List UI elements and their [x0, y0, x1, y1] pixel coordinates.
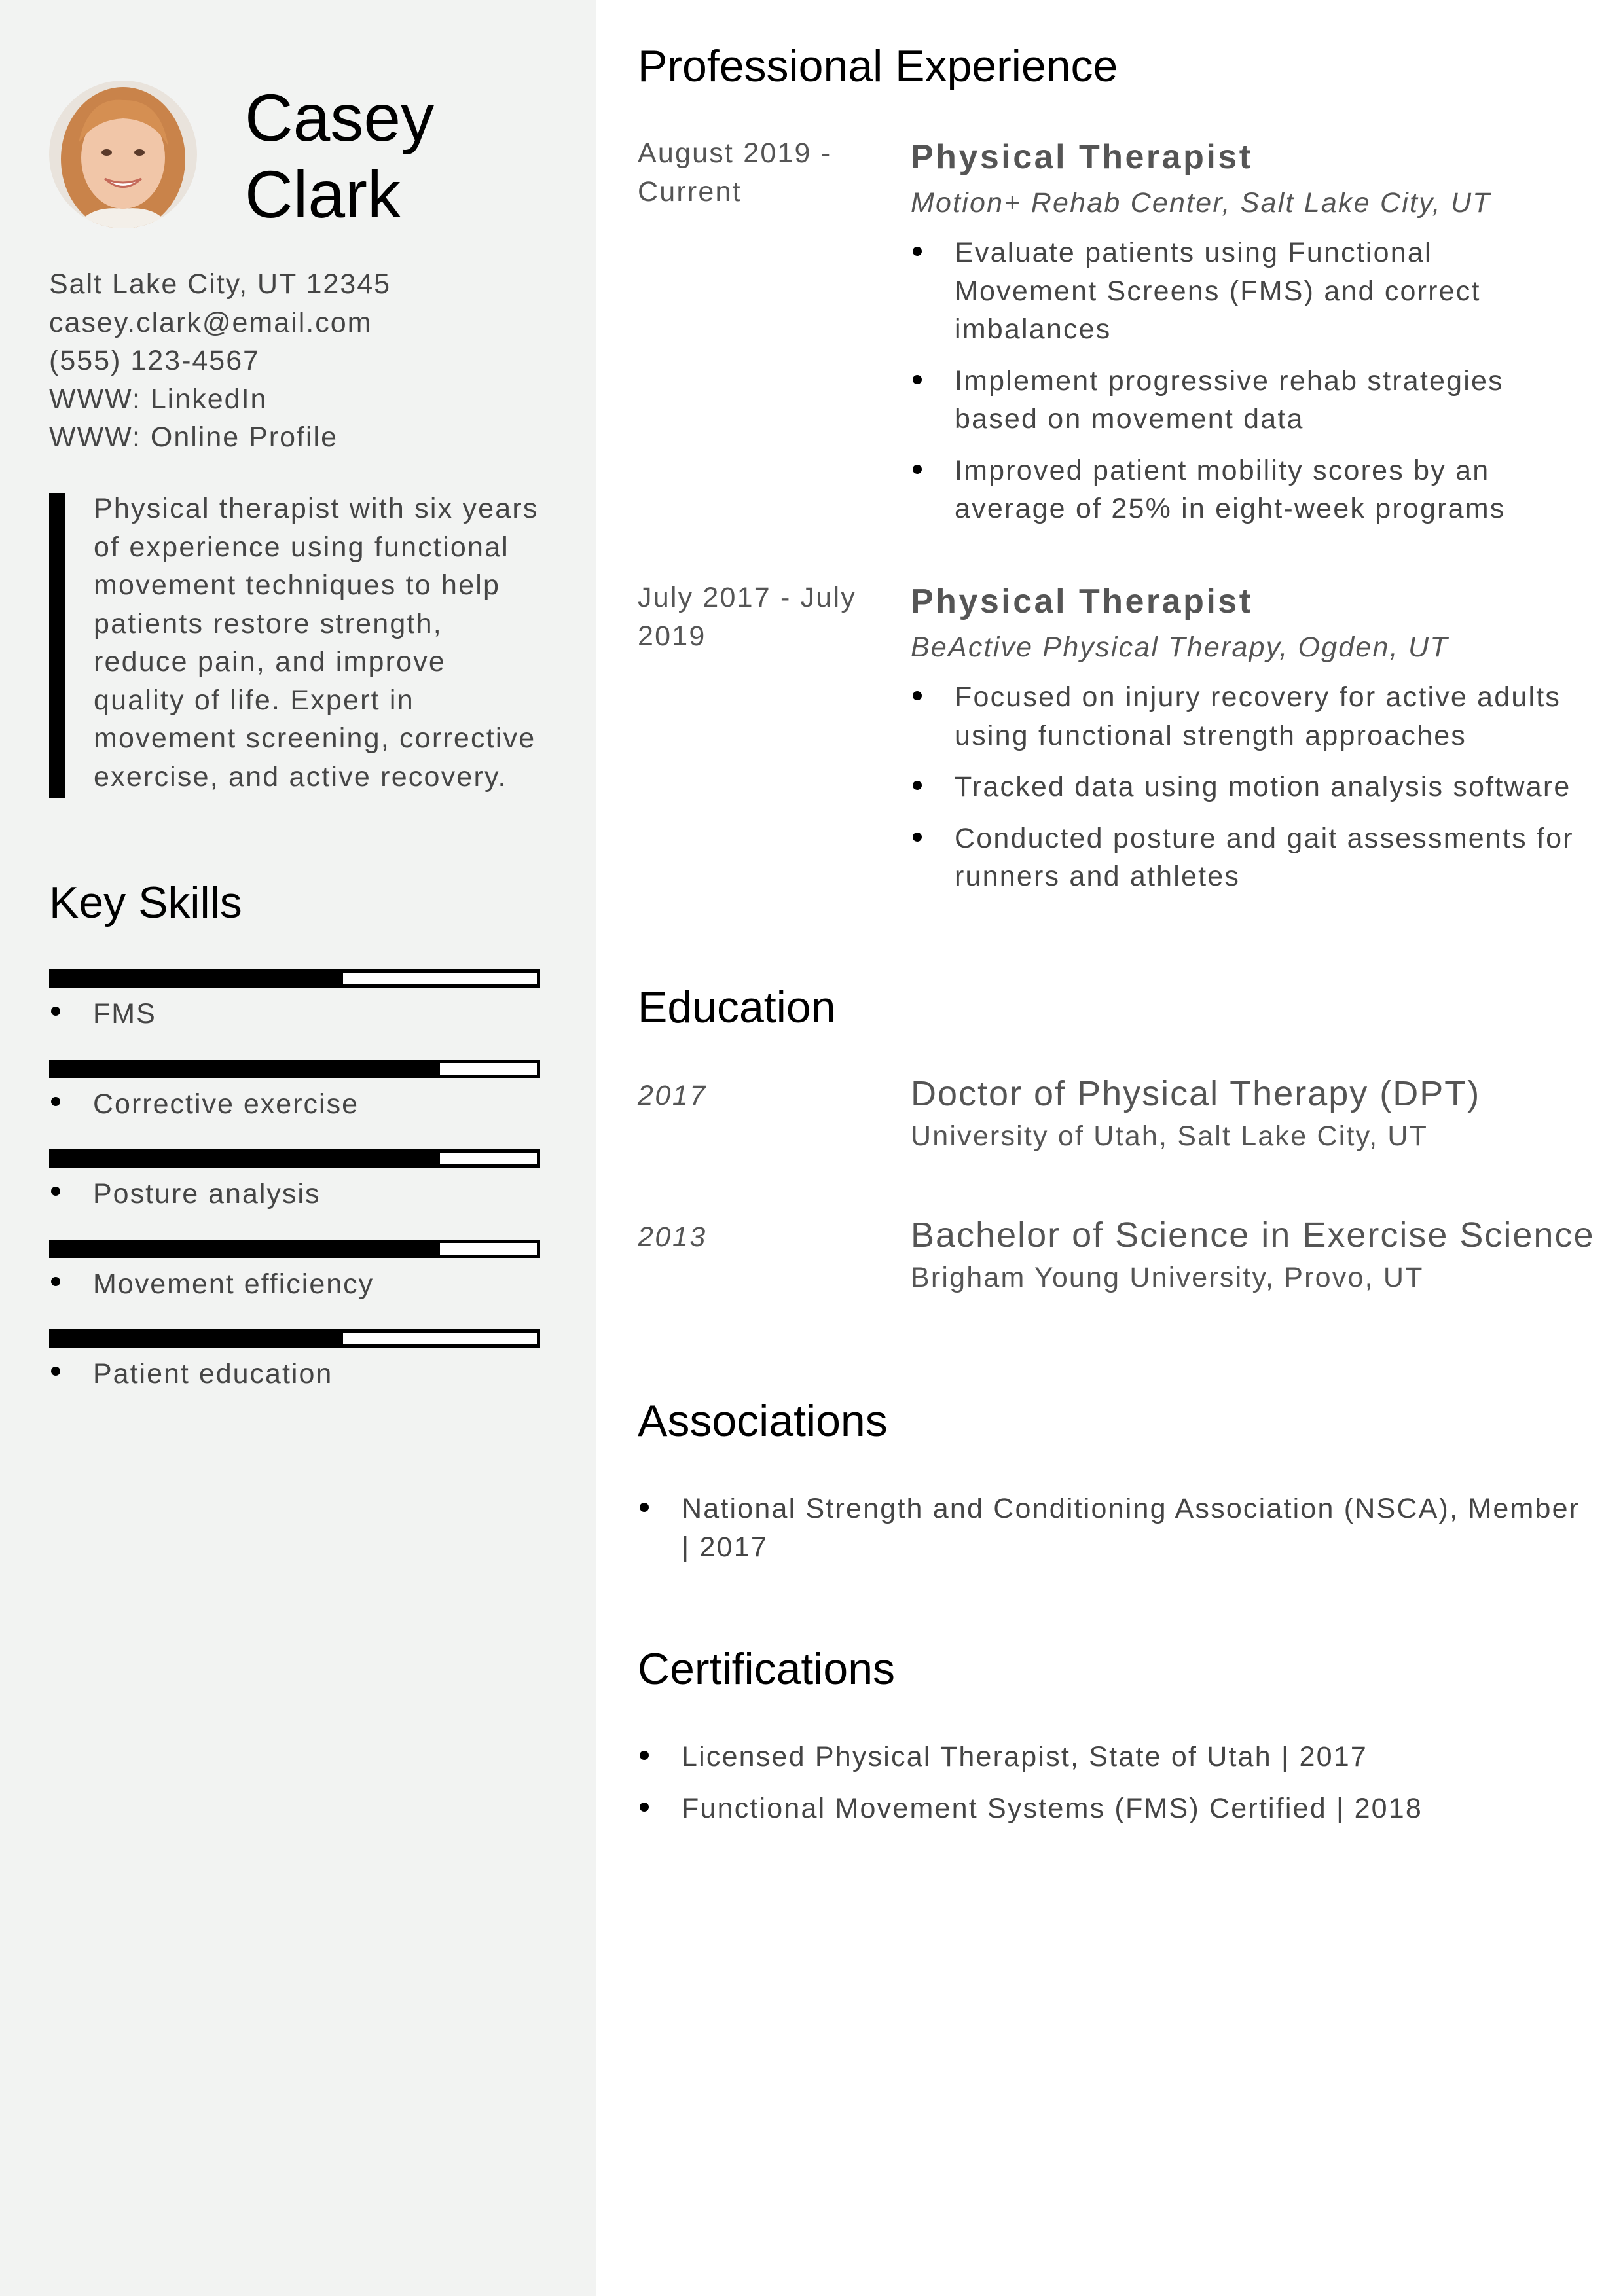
- skill-label: FMS: [93, 998, 156, 1030]
- job-bullets: [911, 678, 1580, 896]
- associations-list: [638, 1490, 1580, 1579]
- list-item: Improved patient mobility scores by an average of 25% in eight-week programs: [911, 452, 1580, 528]
- certifications-list: [638, 1738, 1580, 1840]
- skill-bar: [49, 1240, 540, 1258]
- skill-item: [49, 969, 540, 1060]
- avatar: [49, 81, 197, 228]
- skill-bar: [49, 1149, 540, 1168]
- skill-bar: [49, 969, 540, 988]
- skill-item: [49, 1149, 540, 1240]
- summary-block: [49, 493, 540, 798]
- candidate-name: [245, 80, 585, 233]
- skill-bar-fill: [52, 1153, 440, 1164]
- list-item: National Strength and Conditioning Association (NSCA), Member | 2017: [638, 1490, 1580, 1566]
- job-bullets: [911, 234, 1580, 528]
- list-item: Conducted posture and gait assessments for runners and athletes: [911, 819, 1580, 896]
- skill-bar-fill: [52, 1063, 440, 1075]
- job-title: Physical Therapist: [911, 583, 1253, 620]
- contact-address: Salt Lake City, UT 12345: [49, 268, 392, 300]
- list-item: Functional Movement Systems (FMS) Certified | 2018: [638, 1789, 1580, 1828]
- skill-bar-fill: [52, 1243, 440, 1255]
- job-title: Physical Therapist: [911, 138, 1253, 176]
- list-item: Implement progressive rehab strategies based on movement data: [911, 362, 1580, 439]
- skill-item: [49, 1329, 540, 1420]
- education-school: University of Utah, Salt Lake City, UT: [911, 1121, 1429, 1152]
- last-name: Clark: [245, 157, 401, 232]
- contact-info: [49, 265, 391, 457]
- skill-label: Patient education: [93, 1358, 333, 1390]
- education-degree: Bachelor of Science in Exercise Science: [911, 1215, 1595, 1255]
- job-company: Motion+ Rehab Center, Salt Lake City, UT: [911, 187, 1491, 219]
- bullet-icon: [51, 1007, 60, 1016]
- skills-heading: Key Skills: [49, 878, 242, 927]
- experience-heading: Professional Experience: [638, 41, 1118, 91]
- certifications-heading: Certifications: [638, 1644, 896, 1694]
- contact-linkedin[interactable]: WWW: LinkedIn: [49, 383, 268, 415]
- skill-bar: [49, 1060, 540, 1078]
- education-year: 2017: [638, 1080, 707, 1111]
- job-body: [911, 134, 1580, 541]
- education-heading: Education: [638, 982, 836, 1032]
- skill-bar: [49, 1329, 540, 1348]
- job-body: [911, 579, 1580, 909]
- skill-item: [49, 1060, 540, 1150]
- bullet-icon: [51, 1367, 60, 1376]
- list-item: Tracked data using motion analysis software: [911, 768, 1580, 806]
- education-degree: Doctor of Physical Therapy (DPT): [911, 1074, 1481, 1113]
- skill-label: Movement efficiency: [93, 1268, 374, 1300]
- contact-phone: (555) 123-4567: [49, 345, 261, 376]
- education-school: Brigham Young University, Provo, UT: [911, 1262, 1424, 1293]
- first-name: Casey: [245, 81, 435, 155]
- bullet-icon: [51, 1097, 60, 1106]
- list-item: Evaluate patients using Functional Movement Screens (FMS) and correct imbalances: [911, 234, 1580, 349]
- contact-online-profile[interactable]: WWW: Online Profile: [49, 422, 338, 453]
- profile-photo: [49, 81, 197, 228]
- job-dates: July 2017 - July 2019: [638, 582, 856, 652]
- skill-label: Posture analysis: [93, 1178, 321, 1210]
- skill-bar-fill: [52, 973, 343, 984]
- bullet-icon: [51, 1277, 60, 1286]
- skills-list: [49, 969, 540, 1420]
- list-item: Licensed Physical Therapist, State of Utah | 2017: [638, 1738, 1580, 1776]
- skill-bar-fill: [52, 1333, 343, 1344]
- skill-label: Corrective exercise: [93, 1088, 359, 1120]
- associations-heading: Associations: [638, 1396, 888, 1446]
- job-dates: August 2019 - Current: [638, 137, 832, 207]
- list-item: Focused on injury recovery for active adults using functional strength approaches: [911, 678, 1580, 755]
- job-company: BeActive Physical Therapy, Ogden, UT: [911, 632, 1449, 663]
- contact-email[interactable]: casey.clark@email.com: [49, 306, 373, 338]
- summary-text: Physical therapist with six years of experience using functional movement techniques to help patients restore strength, reduce pain, and improve quality of life. Expert in movement screening, corrective exercise, and active recovery.: [94, 493, 539, 793]
- bullet-icon: [51, 1187, 60, 1196]
- education-year: 2013: [638, 1221, 707, 1253]
- skill-item: [49, 1240, 540, 1330]
